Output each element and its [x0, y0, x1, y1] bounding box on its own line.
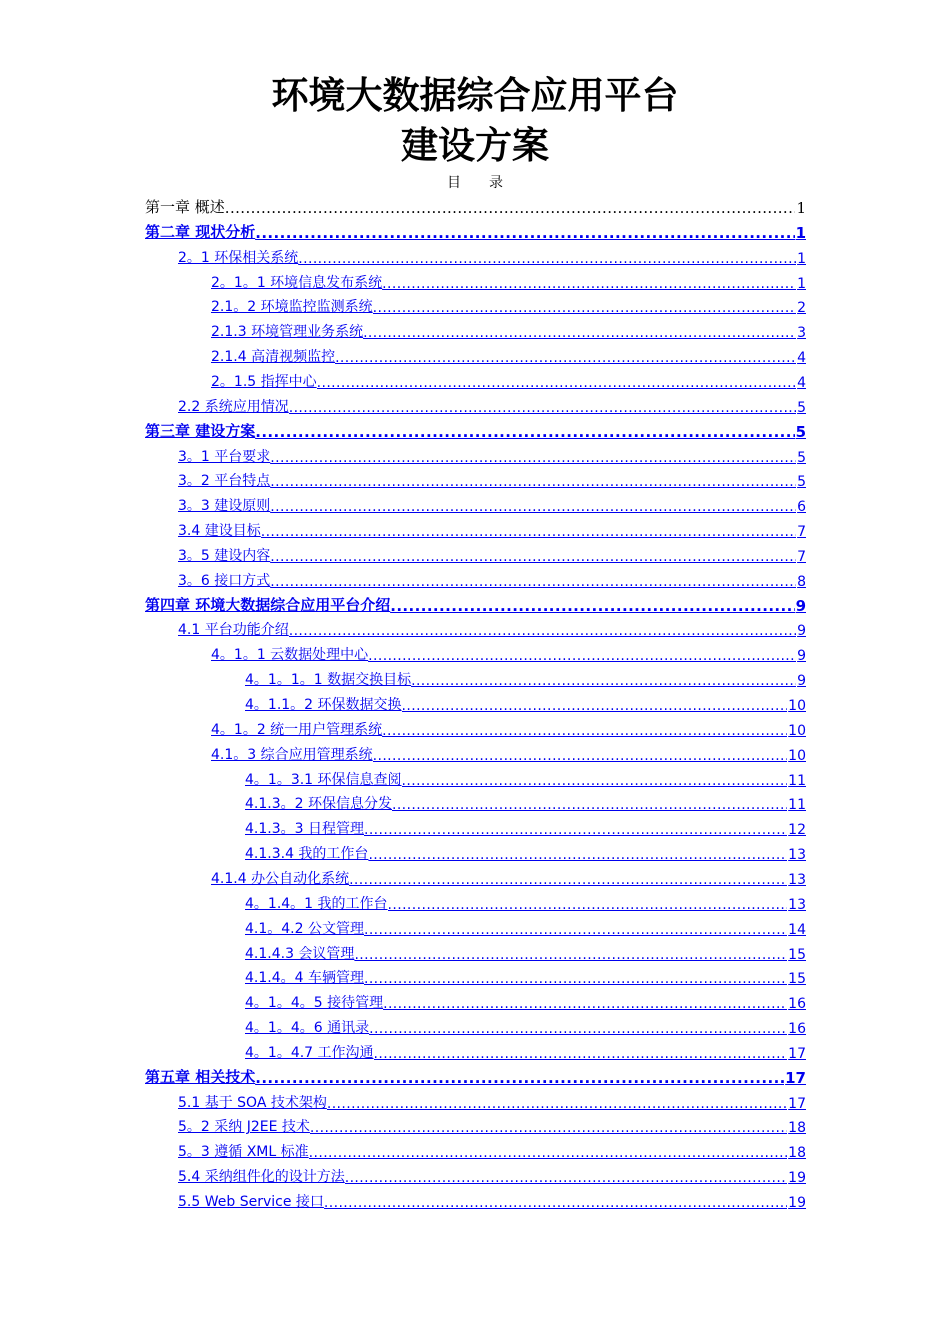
toc-dot-leader: [382, 276, 796, 292]
toc-entry[interactable]: [245, 916, 806, 938]
toc-dot-leader: [402, 773, 788, 789]
toc-entry-title: 2。1。1 环境信息发布系统: [211, 274, 383, 291]
toc-dot-leader: [411, 673, 796, 689]
toc-entry[interactable]: [211, 717, 806, 739]
toc-heading: 目录: [447, 175, 531, 191]
toc-dot-leader: [225, 199, 796, 217]
toc-entry[interactable]: [245, 1040, 806, 1062]
toc-dot-leader: [270, 474, 796, 490]
toc-page-number: 2: [797, 300, 806, 317]
toc-entry-title: 2.2 系统应用情况: [178, 398, 289, 415]
toc-dot-leader: [324, 1195, 787, 1211]
toc-entry[interactable]: [211, 270, 806, 292]
toc-page-number: 9: [797, 673, 806, 690]
toc-chapter-entry[interactable]: [145, 593, 806, 615]
toc-dot-leader: [298, 251, 796, 267]
toc-dot-leader: [354, 947, 787, 963]
toc-dot-leader: [255, 1069, 784, 1087]
toc-entry-title: 3。5 建设内容: [178, 547, 271, 564]
toc-dot-leader: [289, 623, 796, 639]
toc-entry[interactable]: [178, 493, 806, 515]
toc-page-number: 17: [788, 1045, 806, 1062]
toc-entry-title: 4.1.4。4 车辆管理: [245, 970, 364, 987]
toc-entry-title: 4.1。4.2 公文管理: [245, 920, 364, 937]
toc-entry[interactable]: [211, 294, 806, 316]
toc-page-number: 5: [797, 474, 806, 491]
toc-dot-leader: [310, 1120, 787, 1136]
toc-page-number: 5: [797, 449, 806, 466]
toc-dot-leader: [270, 499, 796, 515]
toc-dot-leader: [289, 400, 796, 416]
toc-page-number: 10: [788, 698, 806, 714]
toc-page-number: 1: [797, 250, 806, 267]
toc-entry[interactable]: [245, 692, 806, 714]
toc-entry-title: 2.1.4 高清视频监控: [211, 349, 336, 366]
toc-dot-leader: [383, 996, 787, 1012]
document-title-line2: 建设方案: [401, 124, 549, 167]
toc-page-number: 17: [785, 1068, 806, 1087]
toc-page-number: 9: [797, 623, 806, 640]
toc-page-number: 1: [796, 199, 806, 217]
toc-dot-leader: [368, 648, 796, 664]
toc-entry-title: 3。3 建设原则: [178, 498, 271, 515]
toc-page-number: 19: [788, 1195, 806, 1211]
toc-entry-title: 2。1.5 指挥中心: [211, 373, 317, 390]
toc-entry-title: 5.4 采纳组件化的设计方法: [178, 1169, 345, 1186]
toc-dot-leader: [255, 423, 794, 441]
toc-entry[interactable]: [245, 816, 806, 838]
toc-entry-title: 3。2 平台特点: [178, 473, 271, 490]
toc-dot-leader: [374, 1046, 788, 1062]
toc-entry[interactable]: [245, 667, 806, 689]
toc-entry[interactable]: [211, 866, 806, 888]
toc-page-number: 13: [788, 871, 806, 888]
toc-page-number: 18: [788, 1120, 806, 1137]
toc-page-number: 1: [795, 223, 806, 242]
toc-dot-leader: [369, 1021, 787, 1037]
toc-entry[interactable]: [211, 369, 806, 391]
toc-entry[interactable]: [178, 568, 806, 590]
toc-page-number: 7: [797, 524, 806, 541]
toc-entry-title: 第三章 建设方案: [145, 421, 256, 440]
toc-entry-title: 4.1.3。3 日程管理: [245, 821, 364, 838]
toc-entry-title: 4。1.4。1 我的工作台: [245, 895, 388, 912]
toc-page-number: 10: [788, 747, 806, 764]
toc-entry[interactable]: [245, 990, 806, 1012]
toc-dot-leader: [364, 822, 787, 838]
toc-dot-leader: [270, 549, 796, 565]
toc-entry[interactable]: [211, 319, 806, 341]
toc-page-number: 5: [795, 422, 806, 441]
toc-entry[interactable]: [245, 965, 806, 987]
toc-entry-title: 4。1。1 云数据处理中心: [211, 647, 369, 664]
toc-entry-title: 4。1。2 统一用户管理系统: [211, 721, 383, 738]
toc-entry[interactable]: [211, 344, 806, 366]
toc-entry[interactable]: [245, 941, 806, 963]
toc-dot-leader: [373, 748, 788, 764]
toc-entry-title: 4。1.1。2 环保数据交换: [245, 697, 402, 713]
toc-page-number: 10: [788, 722, 806, 739]
toc-entry[interactable]: [178, 1090, 806, 1112]
toc-page-number: 12: [788, 822, 806, 839]
toc-entry[interactable]: [178, 245, 806, 267]
toc-entry-title: 3。1 平台要求: [178, 448, 271, 465]
toc-dot-leader: [327, 1096, 787, 1112]
toc-entry-title: 第一章 概述: [145, 198, 225, 216]
toc-entry-title: 2.1.3 环境管理业务系统: [211, 324, 364, 341]
toc-entry[interactable]: [245, 767, 806, 789]
toc-entry[interactable]: [245, 891, 806, 913]
toc-dot-leader: [270, 574, 796, 590]
toc-entry[interactable]: [178, 1114, 806, 1136]
toc-page-number: 11: [788, 797, 806, 814]
toc-chapter-entry[interactable]: [145, 195, 806, 217]
toc-entry-title: 4.1.3。2 环保信息分发: [245, 796, 392, 813]
toc-entry-title: 4.1 平台功能介绍: [178, 622, 289, 639]
toc-entry[interactable]: [245, 841, 806, 863]
toc-entry-title: 4.1.4 办公自动化系统: [211, 870, 350, 887]
toc-entry[interactable]: [178, 617, 806, 639]
toc-entry-title: 5。2 采纳 J2EE 技术: [178, 1119, 310, 1136]
toc-page-number: 16: [788, 996, 806, 1013]
toc-page-number: 17: [788, 1095, 806, 1112]
toc-dot-leader: [364, 971, 787, 987]
toc-entry-title: 4。1。4.7 工作沟通: [245, 1044, 374, 1061]
toc-dot-leader: [402, 698, 788, 714]
toc-entry-title: 5。3 遵循 XML 标准: [178, 1144, 309, 1161]
toc-entry-title: 第四章 环境大数据综合应用平台介绍: [145, 595, 391, 614]
toc-dot-leader: [270, 450, 796, 466]
toc-page-number: 3: [797, 325, 806, 342]
toc-chapter-entry[interactable]: [145, 419, 806, 441]
toc-page-number: 4: [797, 350, 806, 367]
toc-dot-leader: [388, 897, 788, 913]
toc-entry-title: 2.1。2 环境监控监测系统: [211, 299, 373, 316]
toc-page-number: 18: [788, 1145, 806, 1162]
toc-entry-title: 4。1。1。1 数据交换目标: [245, 672, 412, 689]
toc-page-number: 5: [797, 399, 806, 416]
toc-entry[interactable]: [178, 1164, 806, 1186]
toc-page-number: 16: [788, 1021, 806, 1038]
toc-dot-leader: [255, 224, 794, 242]
toc-page-number: 15: [788, 946, 806, 963]
document-title-line1: 环境大数据综合应用平台: [271, 74, 679, 117]
toc-entry-title: 4.1.4.3 会议管理: [245, 945, 355, 962]
toc-page-number: 13: [788, 896, 806, 913]
toc-entry-title: 5.1 基于 SOA 技术架构: [178, 1094, 327, 1111]
toc-page-number: 7: [797, 548, 806, 565]
toc-entry[interactable]: [178, 518, 806, 540]
toc-page-number: 13: [788, 847, 806, 864]
toc-entry[interactable]: [178, 543, 806, 565]
toc-entry-title: 3。6 接口方式: [178, 572, 271, 589]
toc-entry-title: 4。1。3.1 环保信息查阅: [245, 771, 402, 788]
toc-chapter-entry[interactable]: [145, 1065, 806, 1087]
toc-page-number: 11: [788, 772, 806, 789]
toc-page-number: 9: [797, 648, 806, 665]
toc-entry[interactable]: [178, 1189, 806, 1211]
toc-dot-leader: [335, 350, 796, 366]
toc-dot-leader: [382, 723, 787, 739]
toc-entry-title: 2。1 环保相关系统: [178, 249, 299, 266]
toc-dot-leader: [363, 325, 796, 341]
toc-chapter-entry[interactable]: [145, 220, 806, 242]
toc-dot-leader: [261, 524, 796, 540]
toc-entry[interactable]: [245, 791, 806, 813]
toc-entry-title: 4。1。4。6 通讯录: [245, 1020, 370, 1037]
toc-entry-title: 4.1.3.4 我的工作台: [245, 846, 369, 863]
toc-page-number: 14: [788, 921, 806, 938]
toc-entry-title: 5.5 Web Service 接口: [178, 1194, 324, 1210]
toc-entry[interactable]: [178, 444, 806, 466]
toc-entry[interactable]: [178, 394, 806, 416]
toc-page-number: 4: [797, 374, 806, 391]
toc-entry[interactable]: [178, 468, 806, 490]
toc-page-number: 1: [797, 275, 806, 292]
toc-entry-title: 第五章 相关技术: [145, 1067, 256, 1086]
toc-dot-leader: [349, 872, 787, 888]
toc-dot-leader: [368, 847, 787, 863]
toc-page-number: 9: [795, 596, 806, 615]
toc-dot-leader: [309, 1145, 788, 1161]
toc-dot-leader: [392, 797, 787, 813]
toc-entry-title: 第二章 现状分析: [145, 222, 256, 241]
toc-entry[interactable]: [211, 742, 806, 764]
toc-entry-title: 4。1。4。5 接待管理: [245, 995, 384, 1012]
toc-dot-leader: [317, 375, 796, 391]
toc-dot-leader: [373, 300, 796, 316]
toc-page-number: 19: [788, 1170, 806, 1187]
toc-page-number: 8: [797, 573, 806, 590]
toc-dot-leader: [345, 1170, 787, 1186]
toc-page-number: 15: [788, 971, 806, 988]
toc-entry-title: 4.1。3 综合应用管理系统: [211, 746, 373, 763]
toc-entry[interactable]: [211, 642, 806, 664]
toc-page-number: 6: [797, 499, 806, 516]
toc-dot-leader: [364, 922, 787, 938]
toc-entry[interactable]: [245, 1015, 806, 1037]
toc-entry-title: 3.4 建设目标: [178, 523, 261, 540]
toc-entry[interactable]: [178, 1139, 806, 1161]
toc-dot-leader: [390, 597, 794, 615]
